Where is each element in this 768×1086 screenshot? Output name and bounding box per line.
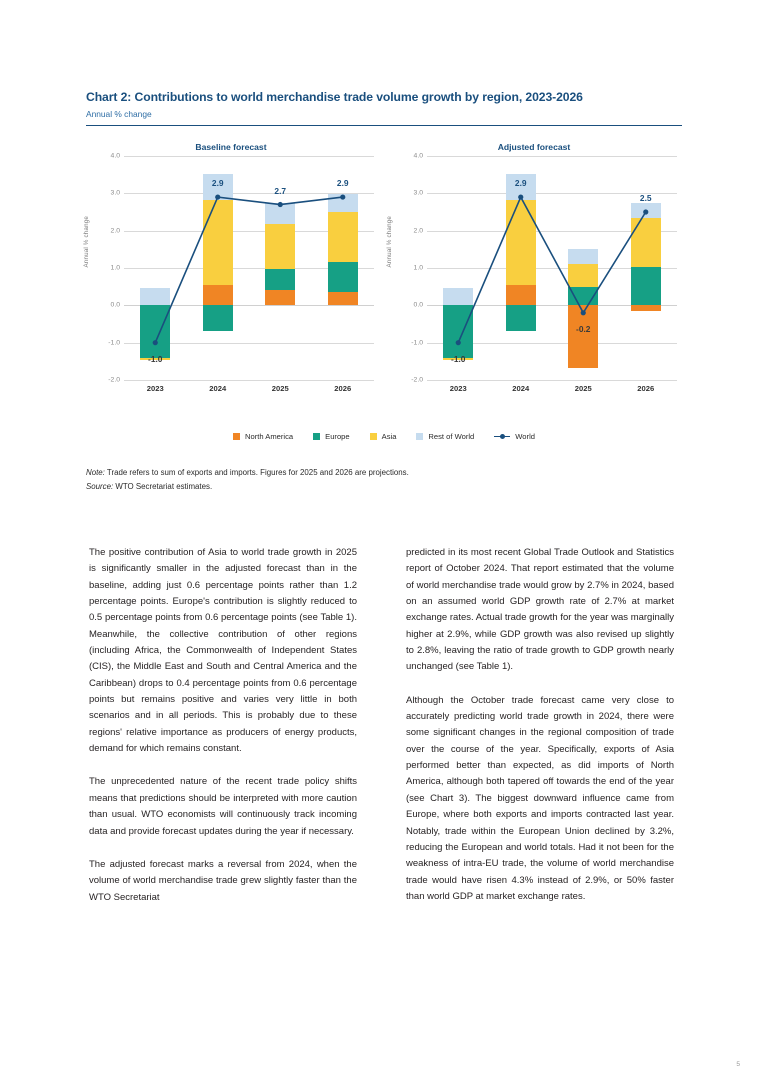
panel-title-baseline: Baseline forecast — [195, 142, 267, 152]
y-tick-label: 0.0 — [413, 301, 423, 309]
legend-item — [313, 432, 350, 441]
y-tick-label: 4.0 — [413, 152, 423, 160]
world-line-series — [124, 156, 374, 380]
x-tick-label: 2025 — [574, 384, 592, 393]
x-tick-label: 2023 — [449, 384, 467, 393]
note-label: Note: — [86, 468, 105, 477]
y-tick-label: -2.0 — [108, 376, 120, 384]
y-tick-label: -1.0 — [411, 339, 423, 347]
x-axis-labels-baseline — [124, 384, 374, 398]
note-line — [86, 466, 686, 480]
chart-panels — [83, 140, 682, 420]
page-number: 5 — [736, 1061, 740, 1068]
y-tick-label: 3.0 — [413, 189, 423, 197]
data-label: 2.5 — [639, 193, 652, 203]
legend-item — [233, 432, 293, 441]
x-tick-label: 2026 — [334, 384, 352, 393]
y-tick-label: 0.0 — [110, 301, 120, 309]
x-axis-labels-adjusted — [427, 384, 677, 398]
source-text: WTO Secretariat estimates. — [113, 481, 213, 491]
data-label: -0.2 — [576, 323, 591, 334]
legend-item — [494, 432, 535, 441]
y-tick-label: 4.0 — [110, 152, 120, 160]
legend-item — [416, 432, 474, 441]
y-axis-title-baseline: Annual % change — [83, 216, 90, 268]
body-paragraph: predicted in its most recent Global Trade Outlook and Statistics report of October 2024. That report estimated that the volume of world merchandise trade would grow by 2.7% in 2024, based on an assumed world GDP growth rate of 2.7% at market exchange rates. Actual trade growth for the year was marginally higher at 2.9%, while GDP growth was also revised up slightly to 2.8%, leaving the ratio of trade growth to GDP growth nearly unchanged (see Table 1). — [406, 547, 674, 673]
legend-swatch-icon — [313, 433, 320, 440]
body-paragraph: The adjusted forecast marks a reversal from 2024, when the volume of world merchandise trade grew slightly faster than the WTO Secretariat — [89, 858, 357, 903]
data-label: -1.0 — [451, 353, 466, 364]
x-tick-label: 2026 — [637, 384, 655, 393]
x-tick-label: 2025 — [271, 384, 289, 393]
body-paragraph: Although the October trade forecast came very close to accurately predicting world trade growth in 2024, there were some significant changes in the regional composition of trade over the course of the year. Specifically, exports of Asia performed better than expected, as did imports of North America, although both tapered off towards the end of the year (see Chart 3). The biggest downward influence came from Europe, where both exports and imports contracted last year. Notably, trade within the European Union declined by 3.2%, reducing the European and world totals. Had it not been for the weakness of intra-EU trade, the volume of world merchandise trade would have risen 4.3% instead of 2.9%, or 50% faster than world GDP at market exchange rates. — [406, 694, 674, 902]
chart-title: Chart 2: Contributions to world merchandise trade volume growth by region, 2023-2026 — [86, 90, 583, 104]
gridline — [124, 380, 374, 381]
chart-legend — [86, 428, 682, 444]
data-label: 2.9 — [336, 178, 349, 189]
chart-notes — [86, 466, 686, 493]
source-label: Source: — [86, 481, 114, 491]
data-label: -1.0 — [148, 353, 163, 364]
legend-line-marker-icon — [494, 433, 510, 440]
legend-swatch-icon — [233, 433, 240, 440]
y-tick-label: 2.0 — [110, 227, 120, 235]
body-paragraph: The unprecedented nature of the recent trade policy shifts means that predictions should be interpreted with more caution than usual. WTO economists will continuously track incoming data and provide forecast updates during the year if necessary. — [89, 776, 357, 837]
y-tick-label: 1.0 — [413, 264, 423, 272]
y-axis-ticks-baseline — [94, 152, 120, 384]
plot-canvas-baseline — [124, 156, 374, 380]
y-tick-label: 2.0 — [413, 227, 423, 235]
x-tick-label: 2024 — [209, 384, 227, 393]
chart-panel-adjusted — [386, 140, 679, 420]
world-line-series — [427, 156, 677, 380]
data-label: 2.9 — [514, 178, 527, 189]
y-axis-title-adjusted: Annual % change — [386, 216, 393, 268]
data-label: 2.7 — [274, 185, 287, 196]
legend-label: Rest of World — [428, 431, 475, 441]
legend-label: Asia — [381, 431, 397, 441]
y-tick-label: 3.0 — [110, 189, 120, 197]
x-tick-label: 2023 — [146, 384, 164, 393]
x-tick-label: 2024 — [512, 384, 530, 393]
legend-label: North America — [245, 431, 294, 441]
chart-panel-baseline — [83, 140, 376, 420]
plot-area-adjusted — [386, 152, 679, 396]
y-tick-label: 1.0 — [110, 264, 120, 272]
chart-subtitle: Annual % change — [86, 109, 152, 119]
body-paragraph: The positive contribution of Asia to world trade growth in 2025 is significantly smaller in the adjusted forecast than in the baseline, adding just 0.6 percentage points rather than 1.2 percentage points. Europe's contribution is slightly reduced to 0.5 percentage points from 0.6 percentage points (see Table 1). Meanwhile, the collective contribution of other regions (including Africa, the Commonwealth of Independent States (CIS), the Middle East and South and Central America and the Caribbean) drops to 0.4 percentage points from 0.6 percentage points but remains positive and varies very little in both scenarios and in all periods. This is probably due to these regions' relative importance as producers of energy products, demand for which remains constant. — [89, 547, 357, 755]
body-column-left — [89, 545, 357, 923]
note-text: Trade refers to sum of exports and imports. Figures for 2025 and 2026 are projections. — [104, 468, 409, 477]
chart-block — [83, 90, 682, 444]
body-column-right — [406, 545, 674, 922]
panel-title-adjusted: Adjusted forecast — [497, 142, 571, 152]
y-tick-label: -1.0 — [108, 339, 120, 347]
title-divider — [86, 125, 682, 126]
legend-label: Europe — [325, 431, 350, 441]
y-tick-label: -2.0 — [411, 376, 423, 384]
legend-label: World — [515, 431, 535, 441]
data-label: 2.9 — [211, 178, 224, 189]
gridline — [427, 380, 677, 381]
plot-canvas-adjusted — [427, 156, 677, 380]
y-axis-ticks-adjusted — [397, 152, 423, 384]
source-line — [86, 480, 686, 494]
legend-item — [370, 432, 397, 441]
legend-swatch-icon — [370, 433, 377, 440]
legend-swatch-icon — [416, 433, 423, 440]
plot-area-baseline — [83, 152, 376, 396]
